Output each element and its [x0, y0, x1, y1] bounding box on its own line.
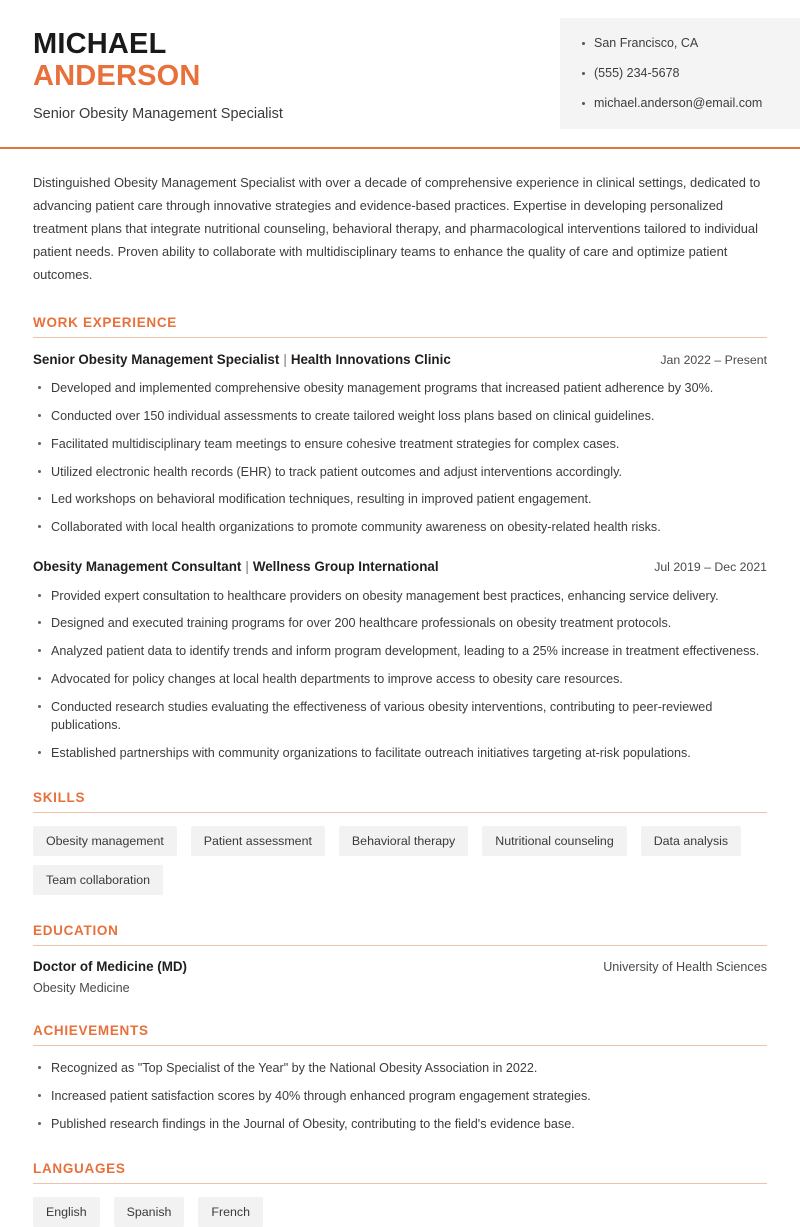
section-achievements	[33, 1023, 767, 1133]
resume-header	[0, 0, 800, 129]
section-title-languages: LANGUAGES	[33, 1161, 126, 1177]
section-divider-achievements	[33, 1045, 767, 1046]
experience-position: Obesity Management Consultant	[33, 559, 242, 575]
resume-body	[0, 172, 800, 1227]
experience-bullet: Utilized electronic health records (EHR) to track patient outcomes and adjust interventions accordingly.	[33, 463, 767, 481]
education-degree: Doctor of Medicine (MD)	[33, 959, 187, 975]
section-divider-languages	[33, 1183, 767, 1184]
achievements-list	[33, 1059, 767, 1133]
experience-entry	[33, 351, 767, 536]
experience-company: Wellness Group International	[252, 559, 439, 575]
experience-bullet: Conducted over 150 individual assessments to create tailored weight loss plans based on clinical guidelines.	[33, 407, 767, 425]
title-company-separator: |	[283, 351, 287, 367]
section-divider-work-experience	[33, 337, 767, 338]
experience-bullet: Developed and implemented comprehensive obesity management programs that increased patient adherence by 30%.	[33, 379, 767, 397]
contact-info-box	[560, 18, 800, 129]
skill-chip: Patient assessment	[191, 826, 325, 856]
contact-item-phone[interactable]	[580, 66, 800, 81]
phone-text[interactable]: (555) 234-5678	[594, 66, 680, 80]
experience-bullet: Facilitated multidisciplinary team meetings to ensure cohesive treatment strategies for complex cases.	[33, 435, 767, 453]
section-education	[33, 923, 767, 995]
language-chip: Spanish	[114, 1197, 185, 1227]
title-company-separator: |	[245, 559, 249, 575]
education-school: University of Health Sciences	[603, 960, 767, 975]
contact-item-email[interactable]	[580, 96, 800, 111]
experience-date-range: Jul 2019 – Dec 2021	[654, 560, 767, 575]
education-field-of-study: Obesity Medicine	[33, 981, 130, 996]
experience-date-range: Jan 2022 – Present	[660, 352, 767, 367]
header-identity	[0, 18, 560, 122]
skill-chip: Behavioral therapy	[339, 826, 468, 856]
section-title-work-experience: WORK EXPERIENCE	[33, 314, 178, 330]
section-title-skills: SKILLS	[33, 789, 86, 805]
achievement-item: Increased patient satisfaction scores by 40% through enhanced program engagement strategies.	[33, 1087, 767, 1105]
headline-job-title: Senior Obesity Management Specialist	[33, 105, 283, 122]
achievement-item: Recognized as "Top Specialist of the Year" by the National Obesity Association in 2022.	[33, 1059, 767, 1077]
experience-title-company	[33, 558, 439, 575]
header-divider	[0, 147, 800, 149]
experience-bullets	[33, 379, 767, 536]
language-chip: English	[33, 1197, 100, 1227]
experience-bullet: Established partnerships with community organizations to facilitate outreach initiatives targeting at-risk populations.	[33, 744, 767, 762]
section-skills	[33, 790, 767, 896]
professional-summary: Distinguished Obesity Management Specialist with over a decade of comprehensive experience in clinical settings, dedicated to advancing patient care through innovative strategies and evidence-based practices. Expertise in developing personalized treatment plans that integrate nutritional counseling, behavioral therapy, and pharmacological interventions tailored to individual patient needs. Proven ability to collaborate with multidisciplinary teams to enhance the quality of care and optimize patient outcomes.	[33, 175, 761, 282]
experience-bullet: Conducted research studies evaluating the effectiveness of various obesity interventions, contributing to peer-reviewed publications.	[33, 698, 767, 735]
languages-chip-list	[33, 1197, 767, 1227]
section-title-achievements: ACHIEVEMENTS	[33, 1023, 149, 1039]
education-entry	[33, 959, 767, 995]
experience-bullets	[33, 587, 767, 762]
section-languages	[33, 1161, 767, 1227]
experience-entry-header	[33, 558, 767, 575]
section-title-education: EDUCATION	[33, 923, 119, 939]
section-divider-skills	[33, 812, 767, 813]
experience-bullet: Designed and executed training programs for over 200 healthcare professionals on obesity treatment protocols.	[33, 614, 767, 632]
experience-title-company	[33, 351, 451, 368]
experience-bullet: Provided expert consultation to healthcare providers on obesity management best practices, enhancing service delivery.	[33, 587, 767, 605]
skill-chip: Obesity management	[33, 826, 177, 856]
experience-company: Health Innovations Clinic	[290, 351, 451, 367]
experience-bullet: Led workshops on behavioral modification techniques, resulting in improved patient engagement.	[33, 490, 767, 508]
section-divider-education	[33, 945, 767, 946]
skills-chip-list	[33, 826, 767, 896]
first-name: MICHAEL	[33, 28, 167, 60]
language-chip: French	[198, 1197, 263, 1227]
experience-bullet: Collaborated with local health organizations to promote community awareness on obesity-related health risks.	[33, 518, 767, 536]
education-entry-header	[33, 959, 767, 974]
contact-list	[580, 36, 800, 111]
last-name: ANDERSON	[33, 60, 201, 93]
experience-bullet: Analyzed patient data to identify trends and inform program development, leading to a 25% increase in treatment effectiveness.	[33, 642, 767, 660]
skill-chip: Data analysis	[641, 826, 741, 856]
contact-item-location	[580, 36, 800, 51]
experience-entry-header	[33, 351, 767, 368]
experience-entry	[33, 558, 767, 762]
email-text[interactable]: michael.anderson@email.com	[594, 96, 763, 110]
location-text: San Francisco, CA	[594, 36, 699, 50]
section-work-experience	[33, 315, 767, 762]
skill-chip: Nutritional counseling	[482, 826, 626, 856]
achievement-item: Published research findings in the Journal of Obesity, contributing to the field's evidence base.	[33, 1115, 767, 1133]
experience-position: Senior Obesity Management Specialist	[33, 351, 280, 367]
experience-bullet: Advocated for policy changes at local health departments to improve access to obesity care resources.	[33, 670, 767, 688]
skill-chip: Team collaboration	[33, 865, 163, 895]
